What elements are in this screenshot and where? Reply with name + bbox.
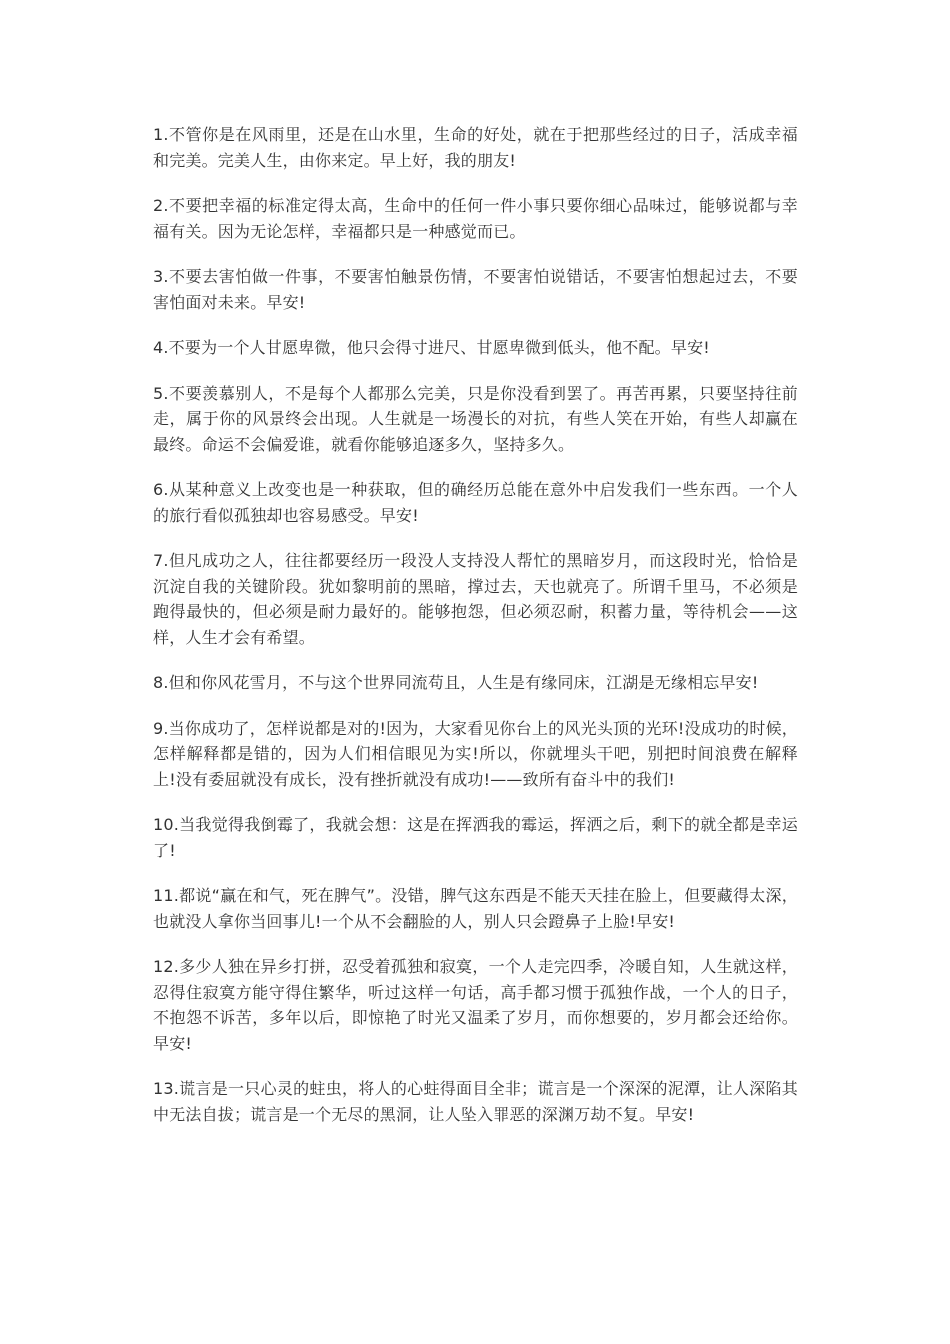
paragraph-6: 6.从某种意义上改变也是一种获取，但的确经历总能在意外中启发我们一些东西。一个人的旅行看似孤独却也容易感受。早安! <box>153 480 798 525</box>
paragraph-13: 13.谎言是一只心灵的蛀虫，将人的心蛀得面目全非；谎言是一个深深的泥潭，让人深陷其中无法自拔；谎言是一个无尽的黑洞，让人坠入罪恶的深渊万劫不复。早安! <box>153 1079 798 1124</box>
paragraph-5: 5.不要羡慕别人，不是每个人都那么完美，只是你没看到罢了。再苦再累，只要坚持往前走，属于你的风景终会出现。人生就是一场漫长的对抗，有些人笑在开始，有些人却赢在最终。命运不会偏爱谁，就看你能够追逐多久，坚持多久。 <box>153 383 798 454</box>
paragraph-9: 9.当你成功了，怎样说都是对的!因为，大家看见你台上的风光头顶的光环!没成功的时候，怎样解释都是错的，因为人们相信眼见为实!所以，你就埋头干吧，别把时间浪费在解释上!没有委屈就没有成长，没有挫折就没有成功!——致所有奋斗中的我们! <box>153 718 798 789</box>
paragraph-1: 1.不管你是在风雨里，还是在山水里，生命的好处，就在于把那些经过的日子，活成幸福和完美。完美人生，由你来定。早上好，我的朋友! <box>153 125 798 170</box>
document-body <box>153 122 798 1147</box>
paragraph-7: 7.但凡成功之人，往往都要经历一段没人支持没人帮忙的黑暗岁月，而这段时光，恰恰是沉淀自我的关键阶段。犹如黎明前的黑暗，撑过去，天也就亮了。所谓千里马，不必须是跑得最快的，但必须是耐力最好的。能够抱怨，但必须忍耐，积蓄力量，等待机会——这样，人生才会有希望。 <box>153 551 798 647</box>
paragraph-3: 3.不要去害怕做一件事，不要害怕触景伤情，不要害怕说错话，不要害怕想起过去，不要害怕面对未来。早安! <box>153 267 798 312</box>
paragraph-4: 4.不要为一个人甘愿卑微，他只会得寸进尺、甘愿卑微到低头，他不配。早安! <box>153 338 710 357</box>
paragraph-2: 2.不要把幸福的标准定得太高，生命中的任何一件小事只要你细心品味过，能够说都与幸福有关。因为无论怎样，幸福都只是一种感觉而已。 <box>153 196 798 241</box>
paragraph-10: 10.当我觉得我倒霉了，我就会想：这是在挥洒我的霉运，挥洒之后，剩下的就全都是幸运了! <box>153 815 798 860</box>
paragraph-12: 12.多少人独在异乡打拼，忍受着孤独和寂寞，一个人走完四季，冷暖自知，人生就这样，忍得住寂寞方能守得住繁华，听过这样一句话，高手都习惯于孤独作战，一个人的日子，不抱怨不诉苦，多年以后，即惊艳了时光又温柔了岁月，而你想要的，岁月都会还给你。早安! <box>153 957 798 1053</box>
paragraph-8: 8.但和你风花雪月，不与这个世界同流苟且，人生是有缘同床，江湖是无缘相忘早安! <box>153 673 759 692</box>
paragraph-11: 11.都说“赢在和气，死在脾气”。没错，脾气这东西是不能天天挂在脸上，但要藏得太深，也就没人拿你当回事儿!一个从不会翻脸的人，别人只会蹬鼻子上脸!早安! <box>153 886 798 931</box>
